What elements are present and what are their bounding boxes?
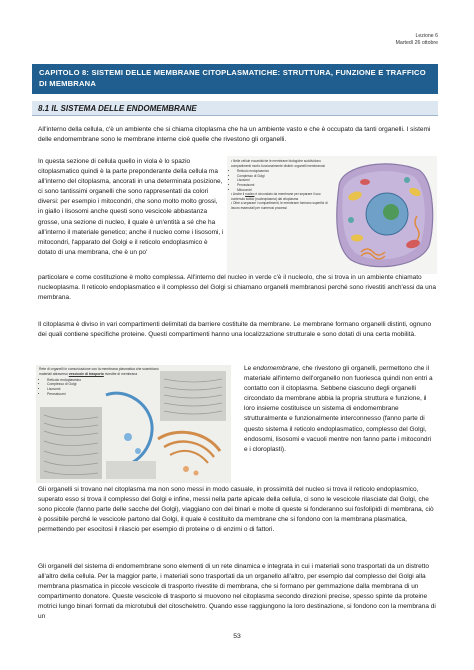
figure-cell-section <box>227 156 437 274</box>
paragraph-nucleus: particolare e come costituzione è molto complessa. All'interno del nucleo in verde c'è il nucleolo, che si trova in un ambiente chiamato nucleoplasma. Il reticolo endoplasmatico e il complesso del Golgi si chiamano organelli membranosi perché sono rivestiti anch'essi da una membrana. <box>38 274 436 302</box>
figure-cell-caption: • Nelle cellule eucariotiche le membrane biologiche suddividono compartimenti morfo-funzionalmente distinti: organelli membranosi • Reticolo endoplasmico • Complesso di Golgi • Lisosomi • Perossisomi • Mitocondri • Anche il nucleo è circondato da membrane per separare il suo contenuto solido (nucleoplasma) dal citoplasma • Oltre a separare i compartimenti, le membrane formano superfici di lavoro essenziali per numerosi processi <box>231 159 331 211</box>
paragraph-organelle-position: Gli organelli si trovano nel citoplasma ma non sono messi in modo casuale, in prossimità del nucleo si trova il reticolo endoplasmico, superato esso si trova il complesso del Golgi e infine, messi nella parte apicale della cellula, ci sono le vescicole rilasciate dal Golgi, che sono piccole (fanno parte delle sacche del Golgi), viaggiano con dei binari e molte di queste si fonderanno sui fosfolipidi di membrana, ciò è possibile perché le vescicole partono dal Golgi, il quale è costituito da membrane che si fondono con la membrana plasmatica, permettendo per esocitosi il rilascio per esempio di proteine o di enzimi o di fattori. <box>38 486 434 534</box>
paragraph-cell-description: In questa sezione di cellula quello in viola è lo spazio citoplasmatico quindi è la parte preponderante della cellula ma all'interno del citoplasma, ancorati in una determinata posizione, ci sono tantissimi organelli che sono rappresentati da colori diversi: per esempio i mitocondri, che sono molto molto grossi, in giallo i lisosomi anche questi sono vescicole abbastanza grosse, una sezione di nucleo, il quale è un'entità a sé che ha all'interno il materiale genetico; anche il nucleo come i lisosomi, i mitocondri, l'apparato del Golgi e il reticolo endoplasmico è dotato di una membrana, che è un po' <box>38 158 224 256</box>
lesson-date: Martedì 26 ottobre <box>395 40 438 46</box>
chapter-title: CAPITOLO 8: SISTEMI DELLE MEMBRANE CITOPLASMATICHE: STRUTTURA, FUNZIONE E TRAFFICO DI MEMBRANA <box>32 64 438 94</box>
paragraph-endomembrane: Le endomembrane, che rivestono gli organelli, permettono che il materiale all'interno dell'organello non fuoriesca quindi non entri a contatto con il citoplasma. Sebbene ciascuno degli organelli circondato da membrane abbia la propria struttura e funzione, il loro insieme costituisce un sistema di endomembrane strutturalmente e funzionalmente interconnesso (fanno parte di questo sistema il reticolo endoplasmatico, complesso del Golgi, endosomi, lisosomi e vacuoli mentre non fanno parte i mitocondri e i cloroplasti). <box>244 365 433 453</box>
figure-organelle-network <box>36 365 231 483</box>
paragraph-transport: Gli organelli del sistema di endomembrane sono elementi di un rete dinamica e integrata in cui i materiali sono trasportati da un distretto all'altro della cellula. Per la maggior parte, i materiali sono trasportati da un organello all'altro, per esempio dal complesso del Golgi alla membrana plasmatica in piccole vescicole di trasporto rivestite di membrana, che si formano per gemmazione dalla membrana di un compartimento donatore. Queste vescicole di trasporto si muovono nel citoplasma secondo direzioni precise, spesso spinte da proteine motrici lungo binari formati da microtubuli del citoscheletro. Quando esse raggiungono la loro destinazione, si fondono con la membrana di un <box>38 563 436 621</box>
section-title: 8.1 IL SISTEMA DELLE ENDOMEMBRANE <box>32 101 438 116</box>
paragraph-cytoplasm: Il citoplasma è diviso in vari compartimenti delimitati da barriere costituite da membrane. Le membrane formano organelli distinti, ognuno dei quali contiene specifiche proteine. Questi compartimenti hanno una localizzazione strutturale e sono dotati di una certa mobilità. <box>38 321 432 339</box>
page-header <box>396 33 438 47</box>
page-number: 53 <box>233 633 241 640</box>
lesson-label: Lezione 6 <box>415 33 438 39</box>
cell-illustration <box>331 156 437 274</box>
figure-network-caption: Rete di organelli in comunicazione con la membrana plasmatica che scambiano materiali attraverso vescicole di trasporto rivestite di membrana • Reticolo endoplasmico • Complesso di Golgi • Lisosomi • Perossisomi <box>39 367 159 397</box>
paragraph-intro: All'interno della cellula, c'è un ambiente che si chiama citoplasma che ha un ambiente vasto e che è occupato da tanti organelli. I sistemi delle endomembrane sono le membrane interne cioè quelle che rivestono gli organelli. <box>38 126 431 144</box>
